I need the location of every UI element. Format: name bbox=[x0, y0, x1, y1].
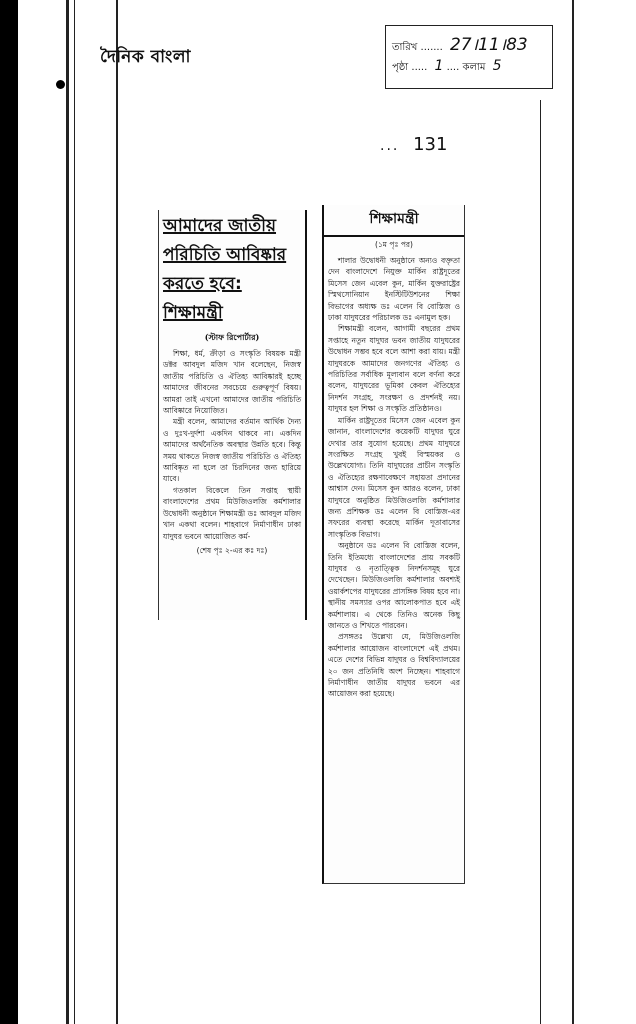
stamp-column-label: কলাম bbox=[462, 62, 486, 73]
scan-border-line bbox=[540, 100, 541, 1024]
article-paragraph: শিক্ষামন্ত্রী বলেন, আগামী বছরের প্রথম সপ্তাহে নতুন যাদুঘর ভবন জাতীয় যাদুঘরের উদ্বোধন সম্ভব হবে বলে আশা করা যায়। মন্ত্রী যাদুঘরকে আমাদের জনগণের ঐতিহ্য ও পরিচিতির সর্বাধিক মূল্যবান বলে বর্ণনা করে বলেন, যাদুঘরের ভূমিকা কেবল ঐতিহ্যের নিদর্শন সংগ্রহ, সংরক্ষণ ও প্রদর্শনই নয়। যাদুঘর হল শিক্ষা ও সংস্কৃতি প্রতিষ্ঠানও। bbox=[328, 324, 460, 414]
scan-border-line bbox=[74, 0, 75, 1024]
stamp-column-value: 5 bbox=[492, 58, 502, 74]
article-clipping-left bbox=[158, 210, 307, 620]
clipping-stamp bbox=[385, 25, 553, 89]
article-continued-from: (১ম পৃঃ পর) bbox=[375, 240, 413, 249]
stamp-page-row: পৃষ্ঠা ..... 1 .... কলাম 5 bbox=[392, 58, 502, 74]
article-paragraph: অনুষ্ঠানে ডঃ এলেন বি বোস্তিজ বলেন, তিনি ইতিমধ্যে বাংলাদেশের প্রায় সবকটি যাদুঘর ও নৃতাত্ত্বিক নিদর্শনসমূহ ঘুরে দেখেছেন। মিউজিওলজি কর্মশালার অবশ্যই ওয়ার্কশপের যাদুঘরের প্রাসঙ্গিক বিষয় হবে না। স্থানীয় সমস্যার ওপর আলোকপাত হবে এই কর্মশালায়। এ থেকে তিনিও অনেক কিছু জানতে ও শিখতে পারবেন। bbox=[328, 541, 460, 630]
punch-hole-icon bbox=[56, 80, 65, 89]
article-paragraph: মার্কিন রাষ্ট্রদূতের মিসেস জেন এবেল কুন জানান, বাংলাদেশের কয়েকটি যাদুঘর ঘুরে দেখার তার সুযোগ হয়েছে। প্রথম যাদুঘরে সংরক্ষিত সংগ্রহ খুবই বিস্ময়কর ও উল্লেখযোগ্য। তিনি যাদুঘরের প্রাচীন সংস্কৃতি ও ঐতিহ্যের রক্ষণাবেক্ষণে সহায়তা প্রদানের আশ্বাস দেন। মিসেস কুন আরও বলেন, ঢাকা যাদুঘরে অনুষ্ঠিত মিউজিওলজি কর্মশালার জন্য প্রশিক্ষক ডঃ এলেন বি বোস্তিজ-এর সফরের ব্যবস্থা করেছে মার্কিন দূতাবাসের সাংস্কৃতিক বিভাগ। bbox=[328, 415, 460, 539]
article-clipping-right bbox=[322, 205, 465, 884]
scan-left-edge bbox=[0, 0, 18, 1024]
page-number bbox=[380, 134, 447, 155]
newspaper-source: দৈনিক বাংলা bbox=[100, 47, 191, 67]
scan-border-line bbox=[66, 0, 69, 1024]
article-paragraph: মন্ত্রী বলেন, আমাদের বর্তমান আর্থিক দৈন্য ও দুঃখ-দুর্দশা একদিন থাকবে না। একদিন আমাদের অর্থনৈতিক অবস্থার উন্নতি হবে। কিন্তু সময় থাকতে নিজস্ব জাতীয় পরিচিতি ও ঐতিহ্য আবিষ্কৃত না হলে তা চিরদিনের জন্য হারিয়ে যাবে। bbox=[163, 417, 301, 484]
stamp-page-label: পৃষ্ঠা bbox=[392, 62, 409, 73]
article-body-right bbox=[328, 255, 460, 700]
stamp-page-value: 1 bbox=[434, 58, 444, 74]
article-paragraph: প্রসঙ্গতঃ উল্লেখ্য যে, মিউজিওলজি কর্মশালার আয়োজন বাংলাদেশে এই প্রথম। এতে দেশের বিভিন্ন যাদুঘর ও বিশ্ববিদ্যালয়ের ২০ জন প্রতিনিধি অংশ নিচ্ছেন। শাহবাগে নির্মাণাধীন জাতীয় যাদুঘর ভবনে এর আয়োজন করা হয়েছে। bbox=[328, 632, 460, 699]
article-paragraph: শালার উদ্বোধনী অনুষ্ঠানে অন্যও বক্তৃতা দেন বাংলাদেশে নিযুক্ত মার্কিন রাষ্ট্রদূতের মিসেস জেন এবেল কুন, মার্কিন যুক্তরাষ্ট্রের স্মিথসোনিয়ান ইনস্টিটিউশনের শিক্ষা বিভাগের অধ্যক্ষ ডঃ এলেন বি বোস্তিজ ও ঢাকা যাদুঘরের পরিচালক ডঃ এনামুল হক। bbox=[328, 256, 460, 323]
article-continued-note: (শেষ পৃঃ ২-এর কঃ দঃ) bbox=[196, 545, 268, 555]
article-body-left bbox=[163, 348, 301, 542]
article-kicker: শিক্ষামন্ত্রী bbox=[324, 207, 464, 237]
stamp-date-value: 27।11।83 bbox=[449, 35, 528, 55]
article-byline: (স্টাফ রিপোর্টার) bbox=[204, 332, 260, 342]
article-paragraph: শিক্ষা, ধর্ম, ক্রীড়া ও সংস্কৃতি বিষয়ক মন্ত্রী ডক্টর আবদুল মজিদ খান বলেছেন, নিজস্ব জাতীয় পরিচিতি ও ঐতিহ্য আবিষ্কারই হচ্ছে আমাদের জীবনের সবচেয়ে গুরুত্বপূর্ণ বিষয়। আমরা তাই এখনো আমাদের জাতীয় পরিচিতি আবিষ্কারে নিয়োজিত। bbox=[163, 349, 301, 416]
page-number-value: 131 bbox=[413, 134, 448, 155]
scan-border-line bbox=[116, 0, 118, 1024]
article-paragraph: গতকাল বিকেলে তিন সপ্তাহ স্থায়ী বাংলাদেশের প্রথম মিউজিওলজি কর্মশালার উদ্বোধনী অনুষ্ঠানে শিক্ষামন্ত্রী ডঃ আবদুল মজিদ খান একথা বলেন। শাহবাগে নির্মাণাধীন ঢাকা যাদুঘর ভবনে আয়োজিত কর্ম- bbox=[163, 485, 301, 541]
scan-border-line bbox=[572, 0, 574, 1024]
stamp-date-label: তারিখ bbox=[392, 42, 418, 53]
stamp-date-row: তারিখ ....... 27।11।83 bbox=[392, 35, 528, 55]
article-headline: আমাদের জাতীয় পরিচিতি আবিষ্কার করতে হবে: শিক্ষামন্ত্রী bbox=[163, 216, 287, 323]
page-number-dots: ... bbox=[380, 138, 400, 154]
